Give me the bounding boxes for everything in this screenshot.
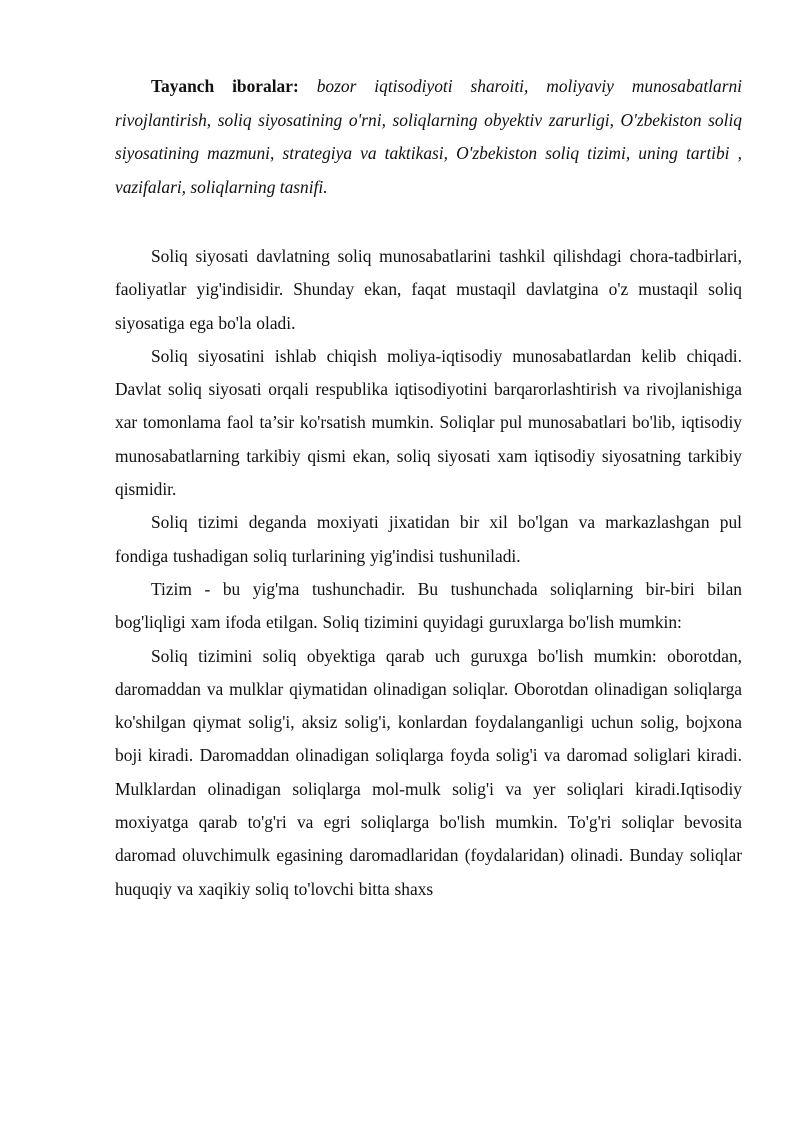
keywords-text: bozor iqtisodiyoti sharoiti, moliyaviy munosabatlarni rivojlantirish, soliq siyosatining o'rni, soliqlarning obyektiv zarurligi, O'zbekiston soliq siyosatining mazmuni, strategiya va taktikasi, O'zbekiston soliq tizimi, uning tartibi , vazifalari, soliqlarning tasnifi. <box>115 76 743 197</box>
keywords-label: Tayanch iboralar: <box>151 76 299 96</box>
paragraph-tax-system-definition: Soliq tizimi deganda moxiyati jixatidan bir xil bo'lgan va markazlashgan pul fondiga tushadigan soliq turlarining yig'indisi tushuniladi. <box>115 512 742 566</box>
keywords-paragraph <box>115 70 742 204</box>
paragraph-system-concept: Tizim - bu yig'ma tushunchadir. Bu tushunchada soliqlarning bir-biri bilan bog'liqligi xam ifoda etilgan. Soliq tizimini quyidagi guruxlarga bo'lish mumkin: <box>115 578 742 633</box>
paragraph-tax-policy-development: Soliq siyosatini ishlab chiqish moliya-iqtisodiy munosabatlardan kelib chiqadi. Davlat soliq siyosati orqali respublika iqtisodiyotini barqarorlashtirish va rivojlanishiga xar tomonlama faol ta’sir ko'rsatish mumkin. Soliqlar pul munosabatlari bo'lib, iqtisodiy munosabatlarning tarkibiy qismi ekan, soliq siyosati xam iqtisodiy siyosatning tarkibiy qismidir. <box>115 345 742 500</box>
paragraph-tax-policy-definition: Soliq siyosati davlatning soliq munosabatlarini tashkil qilishdagi chora-tadbirlari, faoliyatlar yig'indisidir. Shunday ekan, faqat mustaqil davlatgina o'z mustaqil soliq siyosatiga ega bo'la oladi. <box>115 246 742 333</box>
body-text <box>115 240 742 906</box>
paragraph-tax-classification: Soliq tizimini soliq obyektiga qarab uch guruxga bo'lish mumkin: oborotdan, daromaddan va mulklar qiymatidan olinadigan soliqlar. Oborotdan olinadigan soliqlarga ko'shilgan qiymat solig'i, aksiz solig'i, konlardan foydalanganligi uchun solig, bojxona boji kiradi. Daromaddan olinadigan soliqlarga foyda solig'i va daromad soliglari kiradi. Mulklardan olinadigan soliqlarga mol-mulk solig'i va yer soliqlari kiradi.Iqtisodiy moxiyatga qarab to'g'ri va egri soliqlarga bo'lish mumkin. To'g'ri soliqlar bevosita daromad oluvchimulk egasining daromadlaridan (foydalaridan) olinadi. Bunday soliqlar huquqiy va xaqikiy soliq to'lovchi bitta shaxs <box>115 645 742 899</box>
